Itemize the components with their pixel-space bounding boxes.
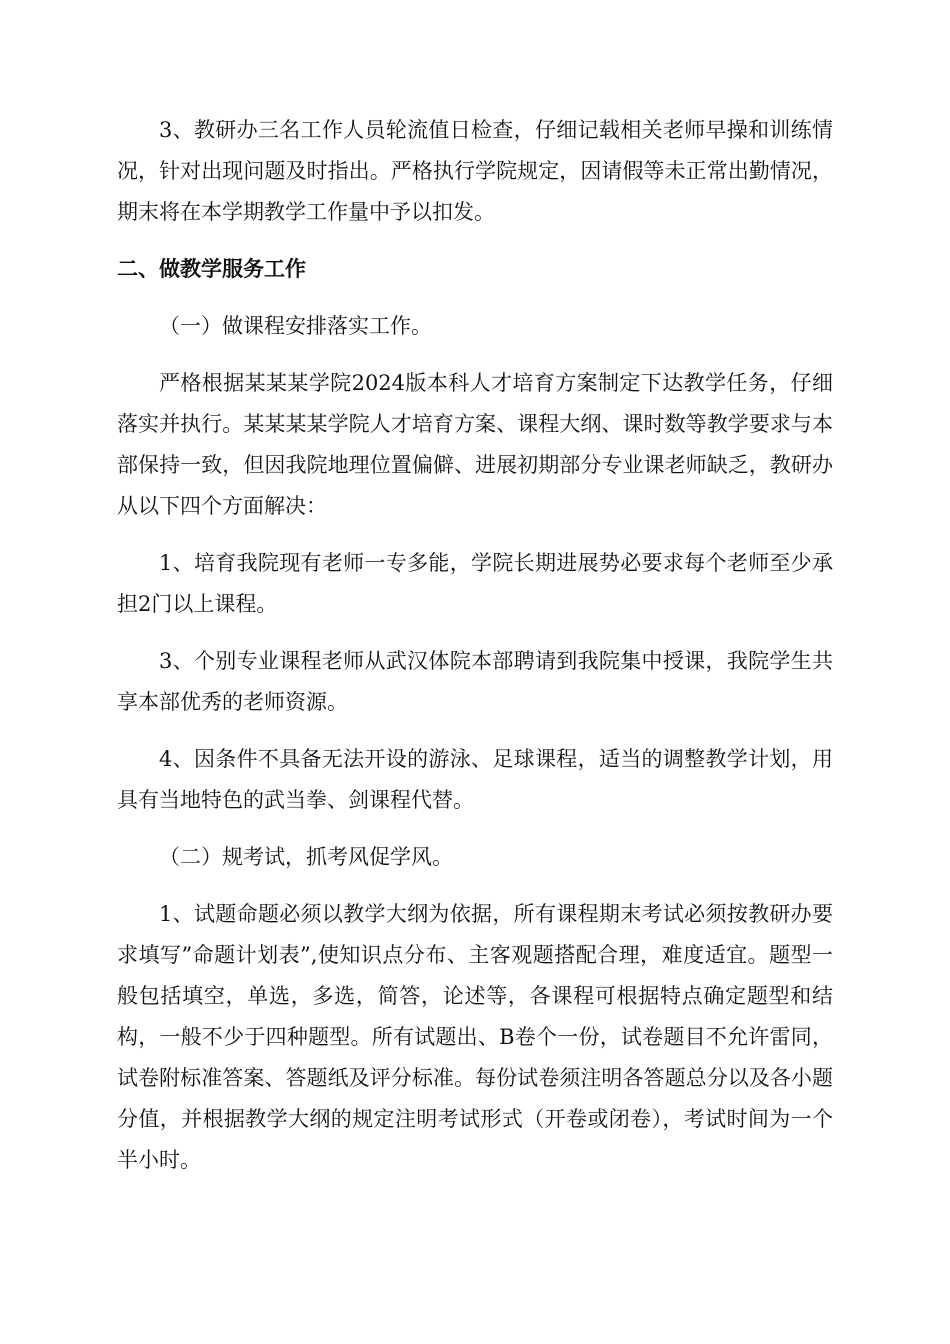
- paragraph-item-3: 3、个别专业课程老师从武汉体院本部聘请到我院集中授课，我院学生共享本部优秀的老师资源。: [117, 649, 833, 714]
- subheading-course-arrangement: （一）做课程安排落实工作。: [159, 314, 432, 338]
- section-heading-teaching-service: 二、做教学服务工作: [117, 257, 306, 281]
- document-body: [117, 110, 833, 1197]
- paragraph-training-plan: 严格根据某某某学院2024版本科人才培育方案制定下达教学任务，仔细落实并执行。某某某某学院人才培育方案、课程大纲、课时数等教学要求与本部保持一致，但因我院地理位置偏僻、进展初期部分专业课老师缺乏，教研办从以下四个方面解决：: [117, 371, 833, 518]
- paragraph-item-4: 4、因条件不具备无法开设的游泳、足球课程，适当的调整教学计划，用具有当地特色的武当拳、剑课程代替。: [117, 747, 833, 812]
- paragraph-duty-check: 3、教研办三名工作人员轮流值日检查，仔细记载相关老师早操和训练情况，针对出现问题及时指出。严格执行学院规定，因请假等未正常出勤情况，期末将在本学期教学工作量中予以扣发。: [117, 118, 833, 224]
- paragraph-item-1: 1、培育我院现有老师一专多能，学院长期进展势必要求每个老师至少承担2门以上课程。: [117, 551, 833, 616]
- paragraph-exam-rules: 1、试题命题必须以教学大纲为依据，所有课程期末考试必须按教研办要求填写”命题计划表”,使知识点分布、主客观题搭配合理，难度适宜。题型一般包括填空，单选，多选，简答，论述等，各课程可根据特点确定题型和结构，一般不少于四种题型。所有试题出、B卷个一份，试卷题目不允许雷同，试卷附标准答案、答题纸及评分标准。每份试卷须注明各答题总分以及各小题分值，并根据教学大纲的规定注明考试形式（开卷或闭卷），考试时间为一个半小时。: [117, 902, 833, 1172]
- subheading-exams: （二）规考试，抓考风促学风。: [159, 845, 453, 869]
